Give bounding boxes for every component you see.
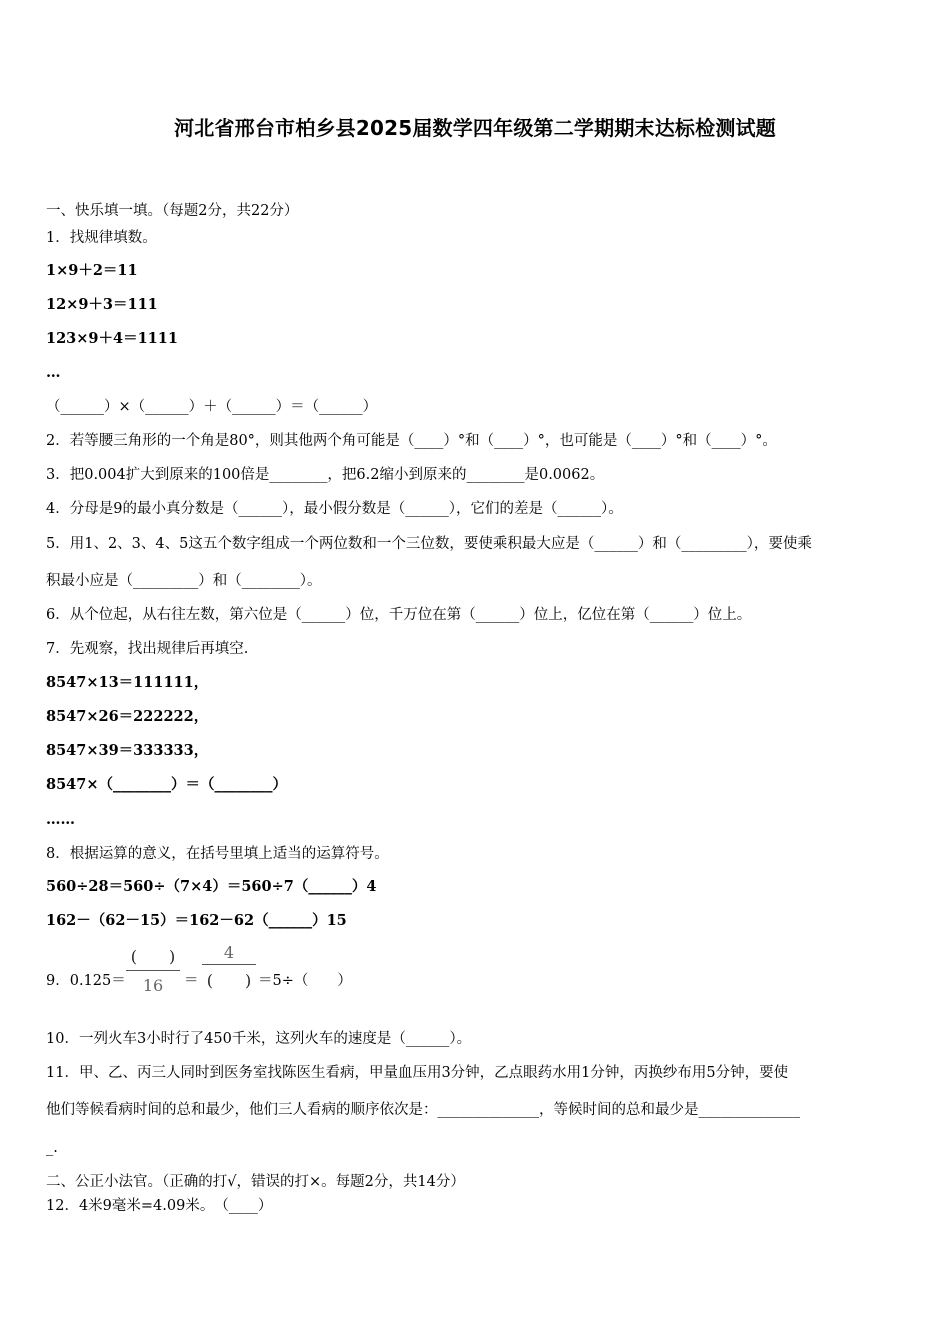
page-title: 河北省邢台市柏乡县2025届数学四年级第二学期期末达标检测试题 <box>174 116 776 140</box>
question-9-prefix: 9．0.125＝ <box>46 973 126 989</box>
fraction-2-bar <box>202 964 256 965</box>
question-6: 6．从个位起，从右往左数，第六位是（______）位，千万位在第（______）位上，亿位在第（______）位上。 <box>46 607 752 623</box>
question-9-equals: ＝ <box>184 973 199 989</box>
question-8-prompt: 8．根据运算的意义，在括号里填上适当的运算符号。 <box>46 846 389 862</box>
question-5-line-2: 积最小应是（_________）和（________）。 <box>46 573 322 589</box>
question-1-line-1: 1×9＋2＝11 <box>46 262 138 279</box>
question-9-suffix: ＝5÷（ ） <box>258 973 352 989</box>
question-3: 3．把0.004扩大到原来的100倍是________，把6.2缩小到原来的________是0.0062。 <box>46 467 605 483</box>
question-4: 4．分母是9的最小真分数是（______），最小假分数是（______），它们的差是（______）。 <box>46 501 623 517</box>
question-11-line-3: _. <box>46 1140 58 1156</box>
question-1-prompt: 1．找规律填数。 <box>46 230 157 246</box>
question-7-dots: …… <box>46 811 75 828</box>
fraction-2-numerator: 4 <box>223 943 235 962</box>
question-7-blank: 8547×（________）＝（________） <box>46 776 288 793</box>
question-1-line-2: 12×9＋3＝111 <box>46 296 158 313</box>
fraction-1-denominator: 16 <box>142 976 164 995</box>
question-1-blank: （______）×（______）＋（______）＝（______） <box>46 399 378 415</box>
question-7-line-3: 8547×39＝333333， <box>46 742 209 759</box>
question-12: 12．4米9毫米=4.09米。 （____） <box>46 1198 273 1214</box>
fraction-1-numerator: ( ) <box>130 947 176 966</box>
question-1-dots: … <box>46 364 61 381</box>
question-7-prompt: 7．先观察，找出规律后再填空. <box>46 641 249 657</box>
fraction-1-bar <box>126 970 180 971</box>
section-1-heading: 一、快乐填一填。（每题2分，共22分） <box>46 203 299 219</box>
question-1-line-3: 123×9＋4＝1111 <box>46 330 178 347</box>
question-2: 2．若等腰三角形的一个角是80°，则其他两个角可能是（____）°和（____）°，也可能是（____）°和（____）°。 <box>46 433 777 449</box>
fraction-2-denominator: ( ) <box>206 971 252 990</box>
section-2-heading: 二、公正小法官。（正确的打√，错误的打×。每题2分，共14分） <box>46 1174 465 1190</box>
question-5-line-1: 5．用1、2、3、4、5这五个数字组成一个两位数和一个三位数，要使乘积最大应是（______）和（_________），要使乘 <box>46 536 812 552</box>
question-9 <box>46 942 466 1000</box>
question-8-line-1: 560÷28＝560÷（7×4）＝560÷7（______）4 <box>46 878 377 895</box>
question-7-line-2: 8547×26＝222222， <box>46 708 209 725</box>
question-10: 10．一列火车3小时行了450千米，这列火车的速度是（______）。 <box>46 1031 472 1047</box>
question-7-line-1: 8547×13＝111111， <box>46 674 209 691</box>
question-11-line-2: 他们等候看病时间的总和最少，他们三人看病的顺序依次是：______________，等候时间的总和最少是______________ <box>46 1102 800 1118</box>
question-8-line-2: 162－（62－15）＝162－62（______）15 <box>46 912 347 929</box>
question-11-line-1: 11．甲、乙、丙三人同时到医务室找陈医生看病，甲量血压用3分钟，乙点眼药水用1分钟，丙换纱布用5分钟，要使 <box>46 1065 789 1081</box>
